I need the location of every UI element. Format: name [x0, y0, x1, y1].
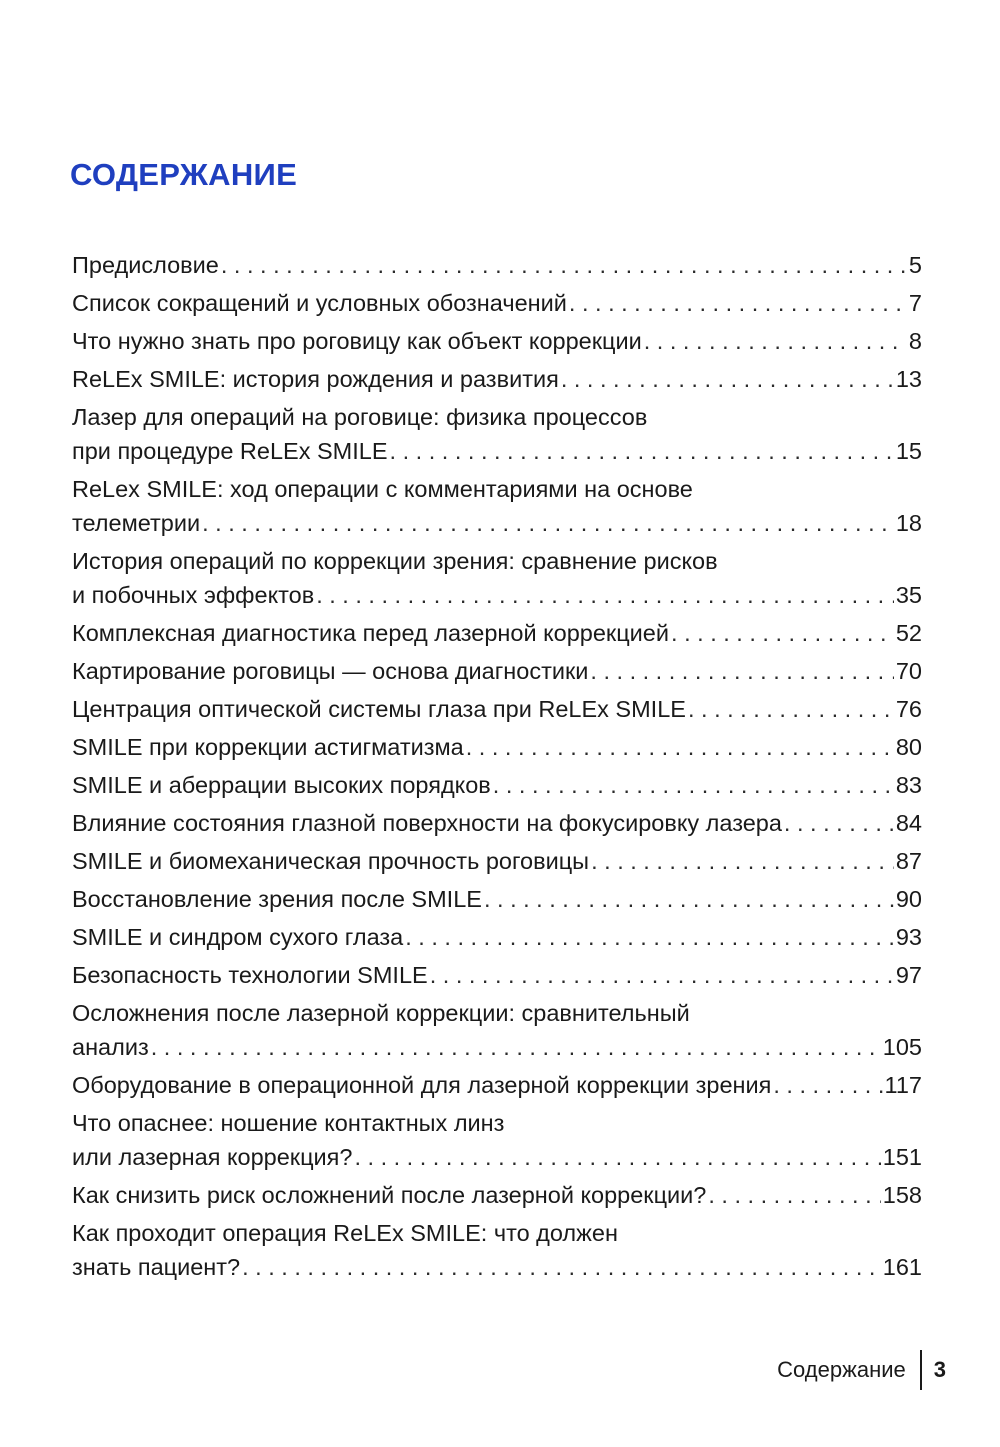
toc-entry-title: Картирование роговицы — основа диагностики — [72, 658, 589, 684]
dot-leader — [591, 844, 894, 878]
toc-entry-page: 35 — [895, 582, 922, 608]
dot-leader — [644, 324, 907, 358]
toc-entry-title: Список сокращений и условных обозначений — [72, 290, 567, 316]
toc-entry-page: 7 — [908, 290, 922, 316]
toc-entry-title: SMILE при коррекции астигматизма — [72, 734, 464, 760]
dot-leader — [202, 506, 894, 540]
toc-entry-title: SMILE и аберрации высоких порядков — [72, 772, 491, 798]
toc-entry-title: и побочных эффектов — [72, 582, 315, 608]
toc-entry-page: 15 — [895, 438, 922, 464]
toc-entry-title: Влияние состояния глазной поверхности на фокусировку лазера — [72, 810, 782, 836]
toc-entry-title: анализ — [72, 1034, 149, 1060]
dot-leader — [242, 1250, 881, 1284]
dot-leader — [773, 1068, 882, 1102]
toc-entry — [72, 544, 922, 612]
toc-entry — [72, 768, 922, 802]
footer-divider — [920, 1350, 922, 1390]
toc-entry-title: телеметрии — [72, 510, 201, 536]
toc-entry-page: 161 — [882, 1254, 922, 1280]
toc-entry-title: Что нужно знать про роговицу как объект коррекции — [72, 328, 642, 354]
toc-entry-title: Безопасность технологии SMILE — [72, 962, 428, 988]
toc-entry — [72, 400, 922, 468]
toc-entry-title-line1: Лазер для операций на роговице: физика процессов — [72, 404, 648, 430]
toc-entry-title-line1: ReLex SMILE: ход операции с комментариями на основе — [72, 476, 693, 502]
dot-leader — [390, 434, 894, 468]
toc-entry-title-line1: Осложнения после лазерной коррекции: сравнительный — [72, 1000, 690, 1026]
toc-entry-title: Восстановление зрения после SMILE — [72, 886, 482, 912]
toc-entry-page: 70 — [895, 658, 922, 684]
dot-leader — [430, 958, 894, 992]
dot-leader — [590, 654, 893, 688]
dot-leader — [151, 1030, 881, 1064]
toc-entry-title-line1: Как проходит операция ReLEx SMILE: что должен — [72, 1220, 618, 1246]
page-title: СОДЕРЖАНИЕ — [70, 157, 298, 192]
toc-entry — [72, 324, 922, 358]
toc-entry-page: 8 — [908, 328, 922, 354]
toc-entry-title: ReLEx SMILE: история рождения и развития — [72, 366, 559, 392]
toc-entry-page: 90 — [895, 886, 922, 912]
dot-leader — [493, 768, 894, 802]
toc-entry — [72, 692, 922, 726]
toc-entry — [72, 1106, 922, 1174]
toc-entry-title: SMILE и биомеханическая прочность роговицы — [72, 848, 590, 874]
toc-entry — [72, 654, 922, 688]
toc-entry — [72, 1178, 922, 1212]
page-number: 3 — [933, 1357, 946, 1382]
toc-entry-page: 117 — [884, 1072, 922, 1098]
dot-leader — [561, 362, 894, 396]
dot-leader — [484, 882, 894, 916]
toc-entry-title: Центрация оптической системы глаза при ReLEx SMILE — [72, 696, 686, 722]
toc-entry — [72, 362, 922, 396]
toc-entry-page: 76 — [895, 696, 922, 722]
toc-entry — [72, 1216, 922, 1284]
toc-entry-page: 87 — [895, 848, 922, 874]
toc-entry-title: SMILE и синдром сухого глаза — [72, 924, 404, 950]
dot-leader — [316, 578, 894, 612]
toc-entry-title: Предисловие — [72, 252, 219, 278]
toc-entry — [72, 248, 922, 282]
dot-leader — [784, 806, 894, 840]
toc-entry-page: 13 — [895, 366, 922, 392]
toc-entry — [72, 844, 922, 878]
dot-leader — [569, 286, 907, 320]
toc-entry-page: 83 — [895, 772, 922, 798]
toc-entry-title: знать пациент? — [72, 1254, 241, 1280]
toc-entry-title-line1: Что опаснее: ношение контактных линз — [72, 1110, 505, 1136]
toc-entry-page: 84 — [895, 810, 922, 836]
toc-entry — [72, 616, 922, 650]
toc-entry — [72, 806, 922, 840]
toc-entry-title-line1: История операций по коррекции зрения: сравнение рисков — [72, 548, 718, 574]
toc-entry-page: 151 — [882, 1144, 922, 1170]
toc-entry-page: 93 — [895, 924, 922, 950]
running-footer — [0, 1350, 946, 1390]
toc-entry-page: 5 — [908, 252, 922, 278]
table-of-contents — [72, 248, 922, 1288]
dot-leader — [354, 1140, 880, 1174]
toc-entry-title: при процедуре ReLEx SMILE — [72, 438, 388, 464]
dot-leader — [708, 1178, 880, 1212]
toc-entry-page: 80 — [895, 734, 922, 760]
toc-entry-title: Оборудование в операционной для лазерной коррекции зрения — [72, 1072, 772, 1098]
toc-entry — [72, 286, 922, 320]
dot-leader — [221, 248, 907, 282]
toc-entry — [72, 730, 922, 764]
toc-entry-page: 105 — [882, 1034, 922, 1060]
toc-entry-page: 52 — [895, 620, 922, 646]
toc-entry-page: 97 — [895, 962, 922, 988]
toc-entry-title: Комплексная диагностика перед лазерной коррекцией — [72, 620, 670, 646]
dot-leader — [688, 692, 894, 726]
dot-leader — [671, 616, 894, 650]
toc-entry — [72, 882, 922, 916]
footer-section-title: Содержание — [777, 1357, 906, 1382]
toc-entry — [72, 1068, 922, 1102]
toc-entry — [72, 920, 922, 954]
dot-leader — [466, 730, 894, 764]
toc-entry — [72, 472, 922, 540]
toc-entry-page: 158 — [882, 1182, 922, 1208]
toc-entry — [72, 958, 922, 992]
toc-entry-page: 18 — [895, 510, 922, 536]
toc-entry — [72, 996, 922, 1064]
toc-entry-title: Как снизить риск осложнений после лазерной коррекции? — [72, 1182, 707, 1208]
dot-leader — [405, 920, 894, 954]
toc-entry-title: или лазерная коррекция? — [72, 1144, 353, 1170]
